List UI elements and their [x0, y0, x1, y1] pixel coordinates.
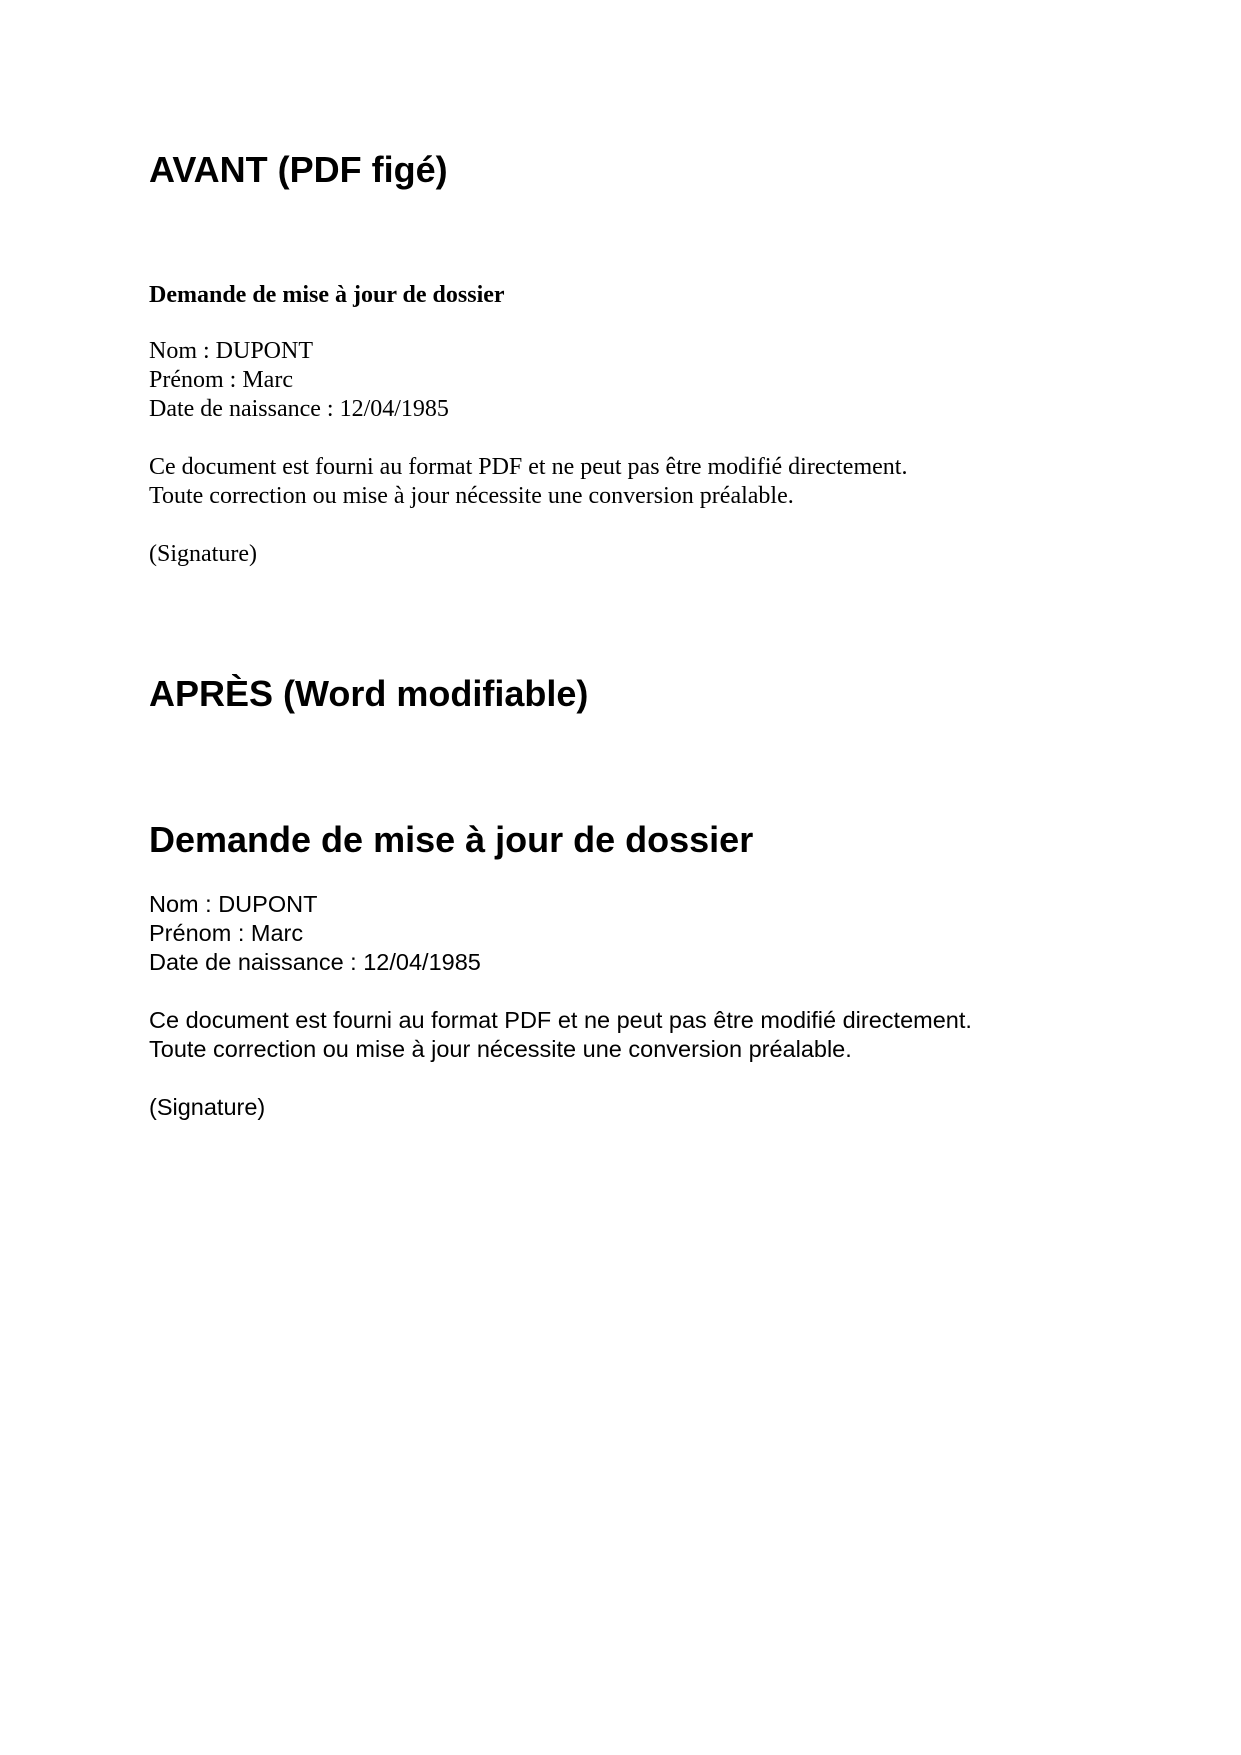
avant-signature: (Signature) [149, 541, 257, 567]
section-heading-avant: AVANT (PDF figé) [149, 149, 448, 190]
avant-date-naissance: Date de naissance : 12/04/1985 [149, 396, 449, 422]
apres-prenom: Prénom : Marc [149, 920, 304, 946]
avant-prenom: Prénom : Marc [149, 367, 293, 393]
apres-nom: Nom : DUPONT [149, 891, 318, 917]
apres-paragraph-line-1: Ce document est fourni au format PDF et ne peut pas être modifié directement. [149, 1007, 972, 1033]
avant-document-body [149, 337, 907, 569]
apres-document-body [149, 890, 972, 1122]
avant-paragraph-line-1: Ce document est fourni au format PDF et ne peut pas être modifié directement. [149, 454, 908, 480]
apres-paragraph-line-2: Toute correction ou mise à jour nécessite une conversion préalable. [149, 1036, 852, 1062]
avant-paragraph-line-2: Toute correction ou mise à jour nécessite une conversion préalable. [149, 483, 794, 509]
avant-nom: Nom : DUPONT [149, 338, 314, 364]
apres-document-title: Demande de mise à jour de dossier [149, 819, 754, 860]
avant-document-title: Demande de mise à jour de dossier [149, 282, 505, 308]
apres-signature: (Signature) [149, 1094, 266, 1120]
section-heading-apres: APRÈS (Word modifiable) [149, 673, 589, 714]
apres-date-naissance: Date de naissance : 12/04/1985 [149, 949, 481, 975]
